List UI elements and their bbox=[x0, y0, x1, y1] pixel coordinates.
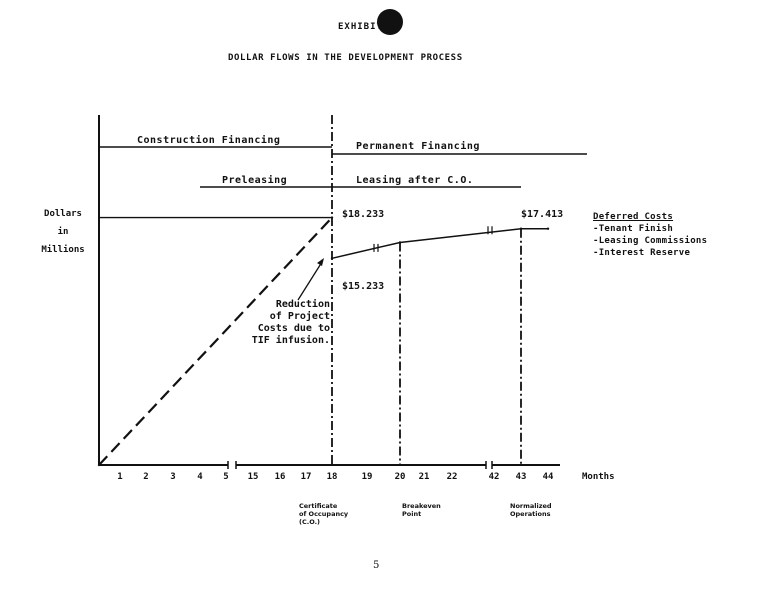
x-tick-label: 16 bbox=[274, 472, 286, 482]
data-point bbox=[520, 228, 522, 230]
x-tick-label: 21 bbox=[418, 472, 430, 482]
x-tick-label: 4 bbox=[197, 472, 203, 482]
legend bbox=[593, 211, 707, 259]
x-tick-label: 42 bbox=[488, 472, 500, 482]
x-tick-label: 43 bbox=[515, 472, 527, 482]
value-label-reduced: $15.233 bbox=[342, 281, 385, 292]
phase-preleasing: Preleasing bbox=[222, 175, 288, 186]
chart-title: DOLLAR FLOWS IN THE DEVELOPMENT PROCESS bbox=[228, 53, 463, 63]
y-axis-label-line: Dollars bbox=[44, 209, 82, 219]
x-tick-label: 3 bbox=[170, 472, 176, 482]
value-label-normalized: $17.413 bbox=[521, 209, 564, 220]
y-axis-label-line: in bbox=[57, 227, 69, 237]
x-tick-label: 19 bbox=[361, 472, 373, 482]
page-number: 5 bbox=[373, 560, 380, 571]
x-tick-label: 18 bbox=[326, 472, 338, 482]
data-point bbox=[399, 241, 401, 243]
x-tick-label: 22 bbox=[446, 472, 458, 482]
annotation-line: TIF infusion. bbox=[251, 335, 330, 346]
y-axis-label bbox=[38, 205, 88, 259]
legend-item: -Interest Reserve bbox=[593, 248, 691, 258]
phase-permanent-financing: Permanent Financing bbox=[356, 141, 480, 152]
annotation-line: Reduction bbox=[275, 299, 330, 310]
milestone-line: (C.O.) bbox=[299, 518, 321, 526]
annotation-line: of Project bbox=[269, 311, 330, 322]
milestone-line: Certificate bbox=[299, 502, 338, 510]
x-tick-label: 5 bbox=[223, 472, 229, 482]
phase-leasing-after-co: Leasing after C.O. bbox=[356, 175, 474, 186]
annotation-arrowhead bbox=[317, 258, 324, 266]
milestone-normalized-operations bbox=[510, 502, 552, 518]
legend-title: Deferred Costs bbox=[593, 212, 674, 222]
project-cost-line bbox=[332, 229, 548, 259]
data-point bbox=[98, 464, 100, 466]
data-point bbox=[331, 257, 333, 259]
milestone-line: Normalized bbox=[510, 502, 552, 510]
milestone-line: Breakeven bbox=[402, 502, 441, 510]
x-tick-label: 15 bbox=[247, 472, 259, 482]
exhibit-label: EXHIBIT bbox=[338, 22, 383, 32]
milestone-line: Point bbox=[402, 510, 422, 518]
tif-annotation bbox=[240, 299, 330, 347]
x-tick-label: 2 bbox=[143, 472, 149, 482]
x-tick-label: 44 bbox=[542, 472, 554, 482]
legend-item: -Leasing Commissions bbox=[593, 236, 708, 246]
x-tick-label: 1 bbox=[117, 472, 123, 482]
phase-construction-financing: Construction Financing bbox=[137, 135, 281, 146]
x-tick-label: 20 bbox=[394, 472, 406, 482]
annotation-arrow bbox=[298, 262, 322, 300]
x-axis-label: Months bbox=[582, 472, 615, 482]
milestone-line: of Occupancy bbox=[299, 510, 349, 518]
milestone-line: Operations bbox=[510, 510, 551, 518]
annotation-line: Costs due to bbox=[257, 323, 330, 334]
y-axis-label-line: Millions bbox=[41, 245, 85, 255]
milestone-breakeven-point bbox=[402, 502, 441, 518]
x-tick-label: 17 bbox=[300, 472, 312, 482]
milestone-certificate-of-occupancy bbox=[299, 502, 348, 526]
legend-item: -Tenant Finish bbox=[593, 224, 674, 234]
data-point bbox=[331, 216, 333, 218]
value-label-peak: $18.233 bbox=[342, 209, 385, 220]
data-point bbox=[547, 228, 549, 230]
